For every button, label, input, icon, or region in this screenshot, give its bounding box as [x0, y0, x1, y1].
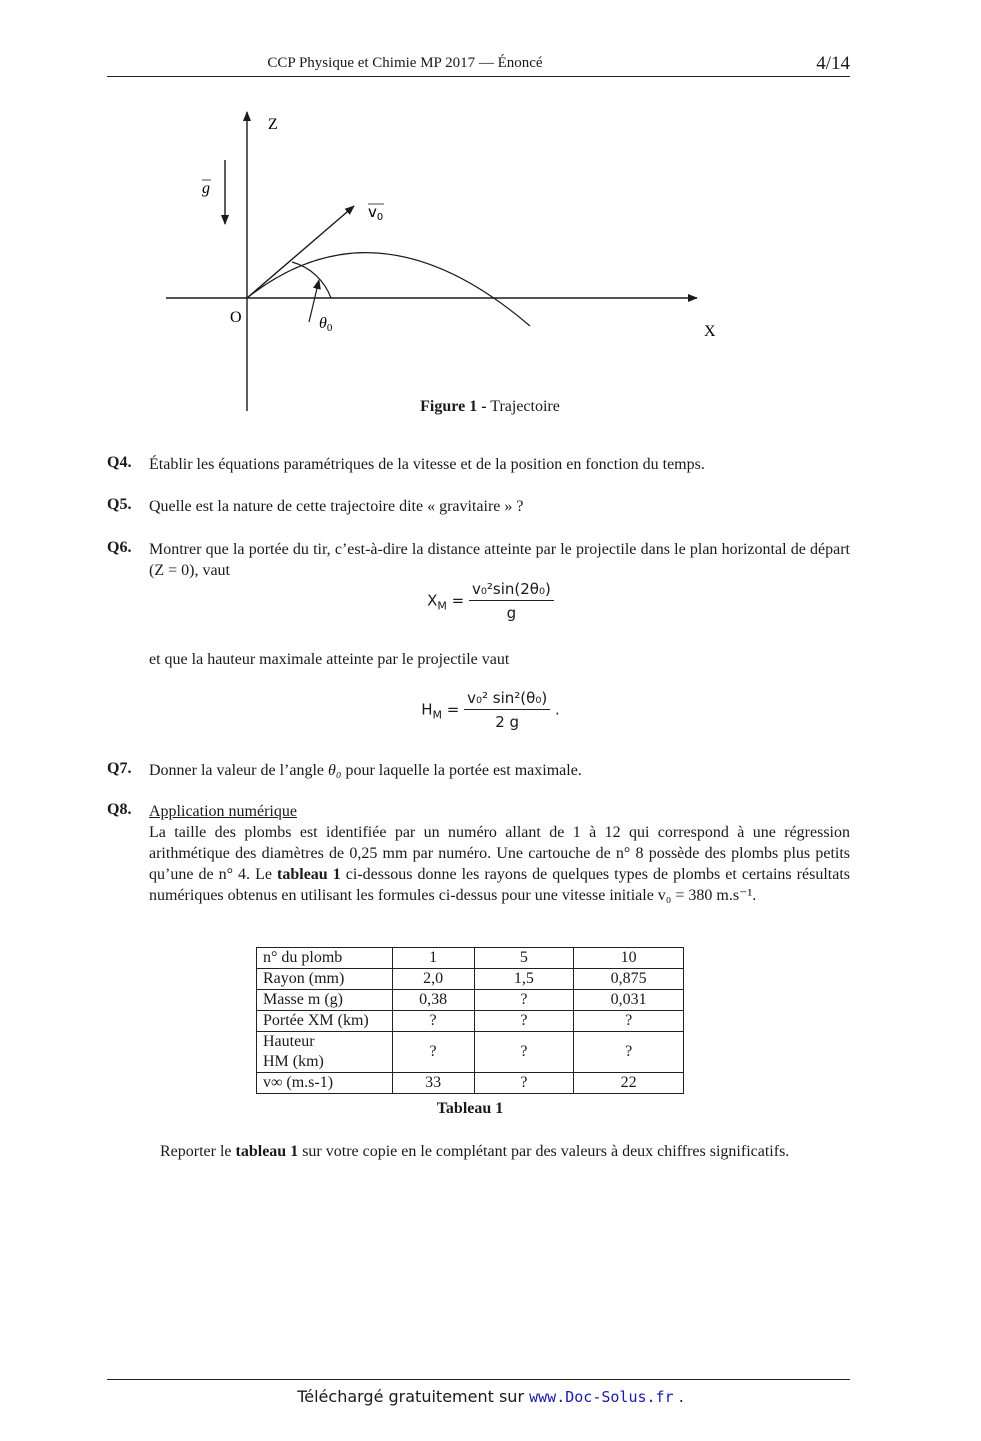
velocity-arrow [247, 206, 354, 298]
table-cell: 2,0 [392, 969, 474, 990]
q7-number: Q7. [107, 760, 132, 777]
table-cell: 1,5 [474, 969, 574, 990]
table-cell: ? [392, 1032, 474, 1073]
footer-rule [107, 1379, 850, 1380]
table-cell: 1 [392, 948, 474, 969]
x-axis-label: X [704, 323, 716, 340]
table-cell: 0,38 [392, 990, 474, 1011]
table-cell: n° du plomb [257, 948, 393, 969]
q6-number: Q6. [107, 539, 132, 556]
table-caption: Tableau 1 [436, 1100, 504, 1117]
table-cell: ? [474, 990, 574, 1011]
table-cell: 5 [474, 948, 574, 969]
angle-label: θ0 [319, 315, 333, 334]
table-cell: v∞ (m.s-1) [257, 1073, 393, 1094]
height-formula: $H_M$ = $\frac{\text{v₀² sin²(θ₀)}}{2 g}$ . [421, 689, 560, 731]
table-cell [257, 1032, 393, 1073]
trajectory-curve [247, 253, 530, 326]
table-cell-line: HM (km) [263, 1053, 324, 1070]
origin-label: O [230, 309, 242, 326]
q8-heading: Application numérique [149, 803, 297, 820]
q5-text: Quelle est la nature de cette trajectoire dite « gravitaire » ? [149, 498, 524, 515]
q7-text: Donner la valeur de l’angle θ₀ pour laquelle la portée est maximale. [149, 762, 582, 779]
header-title: CCP Physique et Chimie MP 2017 — Énoncé [267, 55, 543, 71]
table-row [257, 1011, 684, 1032]
table-cell: ? [474, 1011, 574, 1032]
table-row [257, 1032, 684, 1073]
table-cell: ? [474, 1073, 574, 1094]
gravity-label: g [202, 180, 210, 197]
q8-number: Q8. [107, 801, 132, 818]
table-cell: ? [574, 1032, 684, 1073]
table-cell: Rayon (mm) [257, 969, 393, 990]
z-axis-label: Z [268, 116, 278, 133]
page-number: 4/14 [816, 53, 850, 74]
table-cell: 22 [574, 1073, 684, 1094]
table-cell: ? [474, 1032, 574, 1073]
trajectory-figure [0, 0, 981, 440]
table-cell-line: Hauteur [263, 1033, 315, 1050]
figure-caption: Figure 1 - Trajectoire [420, 398, 560, 415]
q6-height-text: et que la hauteur maximale atteinte par le projectile vaut [149, 651, 510, 668]
table-row [257, 948, 684, 969]
q8-paragraph: La taille des plombs est identifiée par un numéro allant de 1 à 12 qui correspond à une régression arithmétique des diamètres de 0,25 mm par numéro. Une cartouche de n° 8 possède des plombs plus petits qu’une de n° 4. Le tableau 1 ci-dessous donne les rayons de quelques types de plombs et certains résultats numériques obtenus en utilisant les formules ci-dessus pour une vitesse initiale v₀ = 380 m.s⁻¹. [149, 824, 850, 904]
lead-shot-table [256, 947, 684, 1094]
angle-pointer [309, 280, 319, 322]
footer-link[interactable]: www.Doc-Solus.fr [529, 1388, 674, 1406]
table-cell: 33 [392, 1073, 474, 1094]
range-formula: $X_M$ = $\frac{\text{v₀²sin(2θ₀)}}{g}$ [0, 580, 981, 622]
q4-text: Établir les équations paramétriques de la vitesse et de la position en fonction du temps. [149, 456, 705, 473]
q4-number: Q4. [107, 454, 132, 471]
table-cell: Masse m (g) [257, 990, 393, 1011]
velocity-label: $v_0$ [368, 203, 384, 223]
table-cell: ? [574, 1011, 684, 1032]
footer: Téléchargé gratuitement sur www.Doc-Solus.fr . [297, 1387, 684, 1406]
table-cell: 10 [574, 948, 684, 969]
table-row [257, 990, 684, 1011]
table-cell: 0,031 [574, 990, 684, 1011]
table-cell: Portée XM (km) [257, 1011, 393, 1032]
table-cell: ? [392, 1011, 474, 1032]
table-cell: 0,875 [574, 969, 684, 990]
q6-text: Montrer que la portée du tir, c’est-à-dire la distance atteinte par le projectile dans le plan horizontal de départ (Z = 0), vaut [149, 541, 850, 579]
closing-instruction: Reporter le tableau 1 sur votre copie en le complétant par des valeurs à deux chiffres significatifs. [160, 1143, 790, 1160]
table-row [257, 1073, 684, 1094]
table-row [257, 969, 684, 990]
q5-number: Q5. [107, 496, 132, 513]
